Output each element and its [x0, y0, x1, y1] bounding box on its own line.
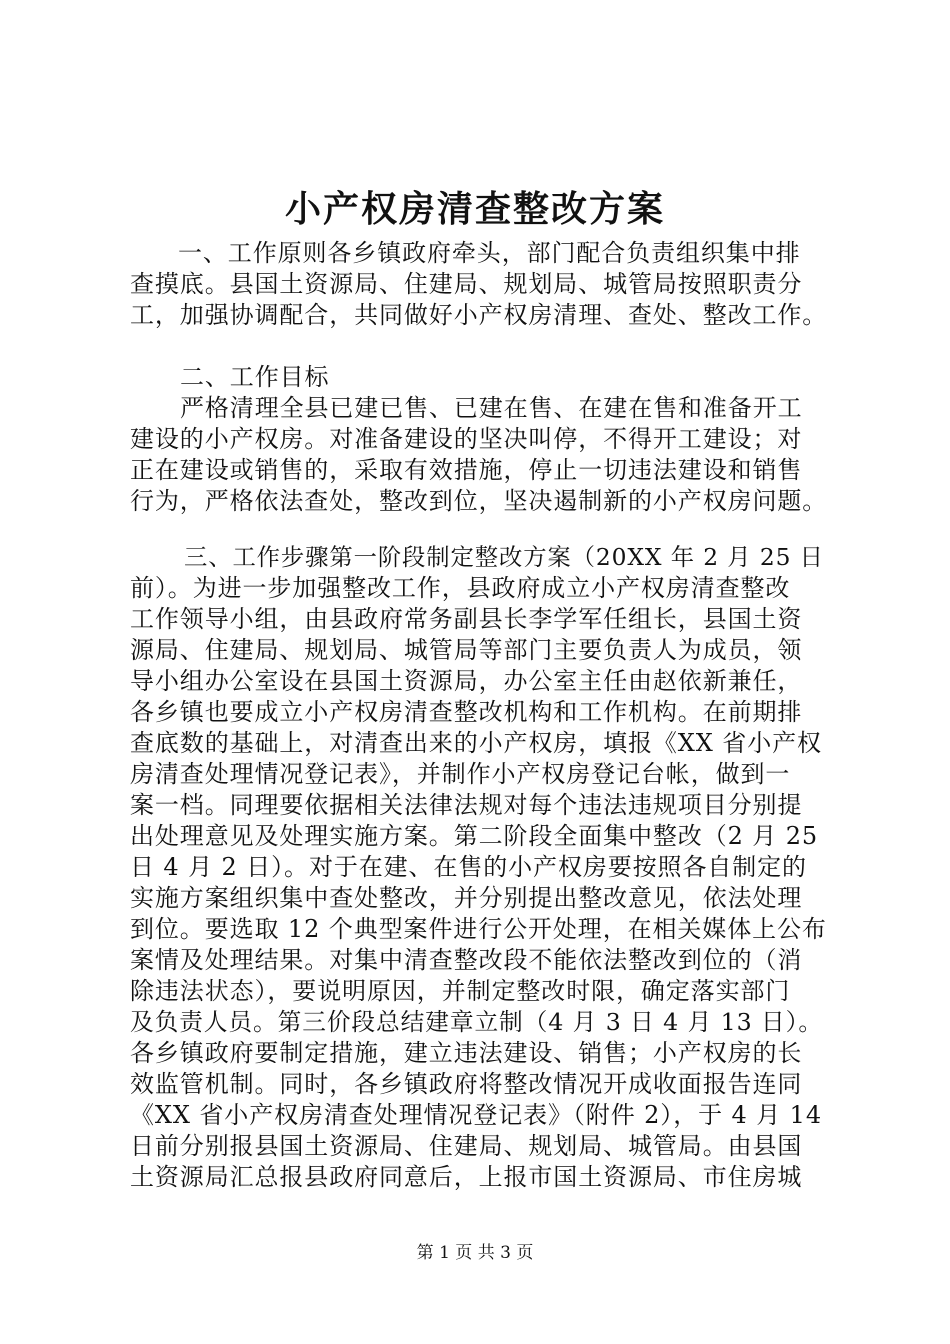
text-line: 工作领导小组，由县政府常务副县长李学军任组长，县国土资 — [130, 605, 803, 633]
text-line: 查摸底。县国土资源局、住建局、规划局、城管局按照职责分 — [130, 270, 803, 298]
text-line: 房清查处理情况登记表》，并制作小产权房登记台帐，做到一 — [130, 760, 791, 788]
text-line: 到位。要选取 12 个典型案件进行公开处理，在相关媒体上公布 — [130, 915, 827, 943]
text-line: 源局、住建局、规划局、城管局等部门主要负责人为成员，领 — [130, 636, 803, 664]
text-line: 土资源局汇总报县政府同意后，上报市国土资源局、市住房城 — [130, 1163, 803, 1191]
text-line: 及负责人员。第三价段总结建章立制（4 月 3 日 4 月 13 日）。 — [130, 1008, 823, 1036]
text-line: 一、工作原则各乡镇政府牵头，部门配合负责组织集中排 — [178, 239, 801, 267]
page-title: 小产权房清查整改方案 — [284, 188, 665, 230]
section-heading: 二、工作目标 — [180, 363, 330, 391]
text-line: 建设的小产权房。对准备建设的坚决叫停，不得开工建设；对 — [130, 425, 803, 453]
text-line: 各乡镇也要成立小产权房清查整改机构和工作机构。在前期排 — [130, 698, 803, 726]
text-line: 工，加强协调配合，共同做好小产权房清理、查处、整改工作。 — [130, 301, 828, 329]
text-line: 行为，严格依法查处，整改到位，坚决遏制新的小产权房问题。 — [130, 487, 828, 515]
text-line: 效监管机制。同时，各乡镇政府将整改情况开成收面报告连同 — [130, 1070, 803, 1098]
text-line: 实施方案组织集中查处整改，并分别提出整改意见，依法处理 — [130, 884, 803, 912]
text-line: 各乡镇政府要制定措施，建立违法建设、销售；小产权房的长 — [130, 1039, 803, 1067]
text-line: 正在建设或销售的，采取有效措施，停止一切违法建设和销售 — [130, 456, 803, 484]
text-line: 导小组办公室设在县国土资源局，办公室主任由赵依新兼任， — [130, 667, 803, 695]
text-line: 《XX 省小产权房清查处理情况登记表》（附件 2），于 4 月 14 — [130, 1101, 822, 1129]
text-line: 前）。为进一步加强整改工作，县政府成立小产权房清查整改 — [130, 574, 791, 602]
text-line: 严格清理全县已建已售、已建在售、在建在售和准备开工 — [180, 394, 803, 422]
text-line: 出处理意见及处理实施方案。第二阶段全面集中整改（2 月 25 — [130, 822, 819, 850]
text-line: 案情及处理结果。对集中清查整改段不能依法整改到位的（消 — [130, 946, 803, 974]
text-line: 查底数的基础上，对清查出来的小产权房，填报《XX 省小产权 — [130, 729, 822, 757]
text-line: 案一档。同理要依据相关法律法规对每个违法违规项目分别提 — [130, 791, 803, 819]
text-line: 日 4 月 2 日）。对于在建、在售的小产权房要按照各自制定的 — [130, 853, 807, 881]
text-line: 除违法状态），要说明原因，并制定整改时限，确定落实部门 — [130, 977, 791, 1005]
text-line: 三、工作步骤第一阶段制定整改方案（20XX 年 2 月 25 日 — [184, 543, 824, 571]
text-line: 日前分别报县国土资源局、住建局、规划局、城管局。由县国 — [130, 1132, 803, 1160]
page-footer: 第 1 页 共 3 页 — [416, 1243, 534, 1263]
